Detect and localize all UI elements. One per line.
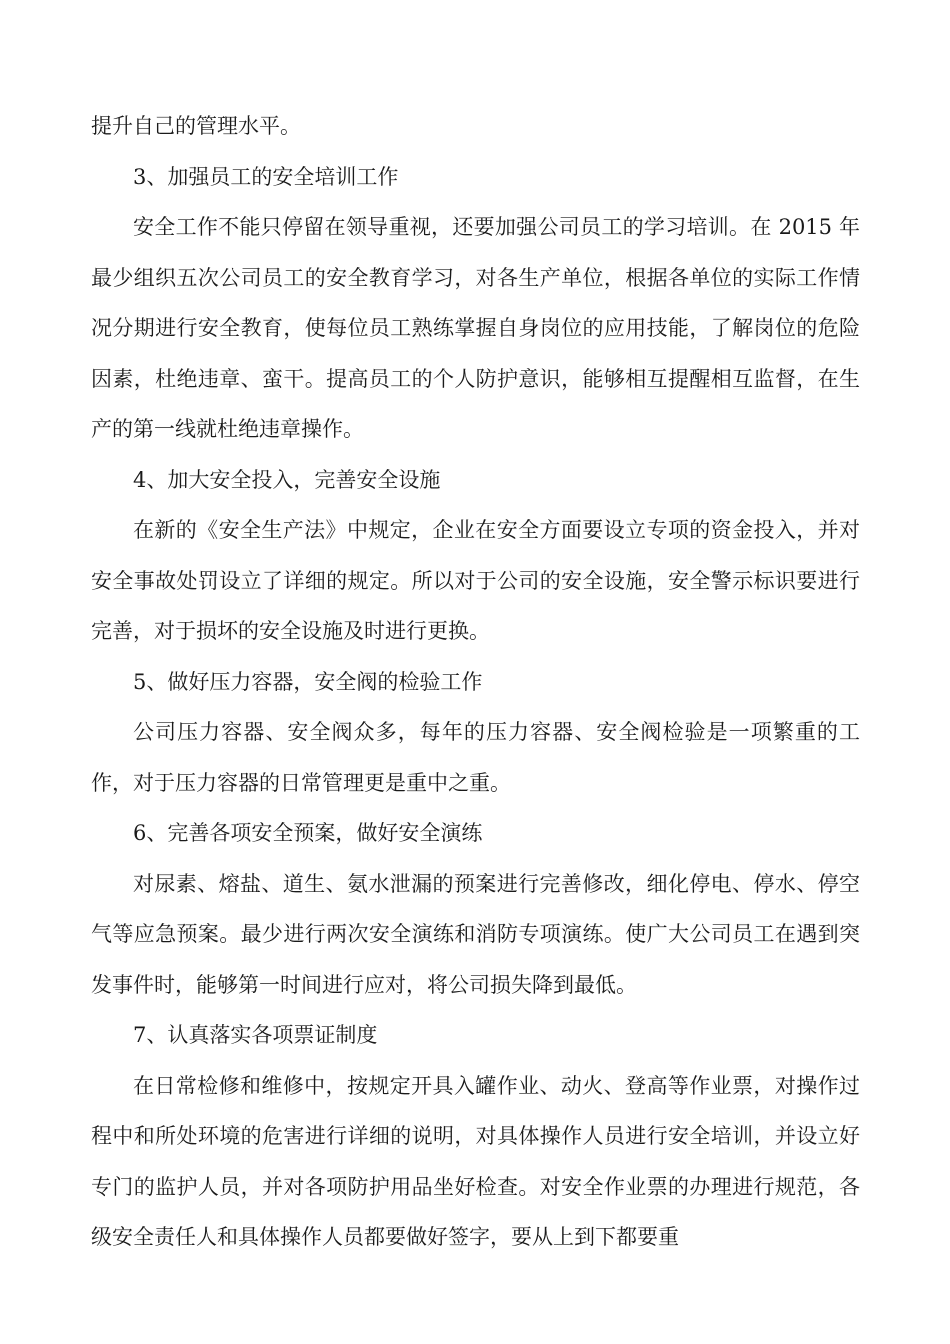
section-heading-5: 5、做好压力容器，安全阀的检验工作 (133, 669, 483, 694)
document-body (91, 101, 860, 1263)
section-heading-7: 7、认真落实各项票证制度 (133, 1023, 378, 1047)
section-heading-6: 6、完善各项安全预案，做好安全演练 (133, 821, 483, 845)
paragraph-continuation: 提升自己的管理水平。 (91, 114, 301, 138)
section-heading-4: 4、加大安全投入，完善安全设施 (133, 467, 441, 492)
paragraph-body: 公司压力容器、安全阀众多，每年的压力容器、安全阀检验是一项繁重的工作，对于压力容器的日常管理更是重中之重。 (91, 720, 860, 795)
paragraph-body: 安全工作不能只停留在领导重视，还要加强公司员工的学习培训。在 2015 年最少组织五次公司员工的安全教育学习，对各生产单位，根据各单位的实际工作情况分期进行安全教育，使每位员工熟练掌握自身岗位的应用技能，了解岗位的危险因素，杜绝违章、蛮干。提高员工的个人防护意识，能够相互提醒相互监督，在生产的第一线就杜绝违章操作。 (91, 215, 860, 441)
paragraph-body: 对尿素、熔盐、道生、氨水泄漏的预案进行完善修改，细化停电、停水、停空气等应急预案。最少进行两次安全演练和消防专项演练。使广大公司员工在遇到突发事件时，能够第一时间进行应对，将公司损失降到最低。 (91, 871, 860, 997)
paragraph-body: 在新的《安全生产法》中规定，企业在安全方面要设立专项的资金投入，并对安全事故处罚设立了详细的规定。所以对于公司的安全设施，安全警示标识要进行完善，对于损坏的安全设施及时进行更换。 (91, 518, 860, 643)
paragraph-body: 在日常检修和维修中，按规定开具入罐作业、动火、登高等作业票，对操作过程中和所处环境的危害进行详细的说明，对具体操作人员进行安全培训，并设立好专门的监护人员，并对各项防护用品坐好检查。对安全作业票的办理进行规范，各级安全责任人和具体操作人员都要做好签字，要从上到下都要重 (91, 1073, 860, 1249)
section-heading-3: 3、加强员工的安全培训工作 (133, 164, 399, 189)
